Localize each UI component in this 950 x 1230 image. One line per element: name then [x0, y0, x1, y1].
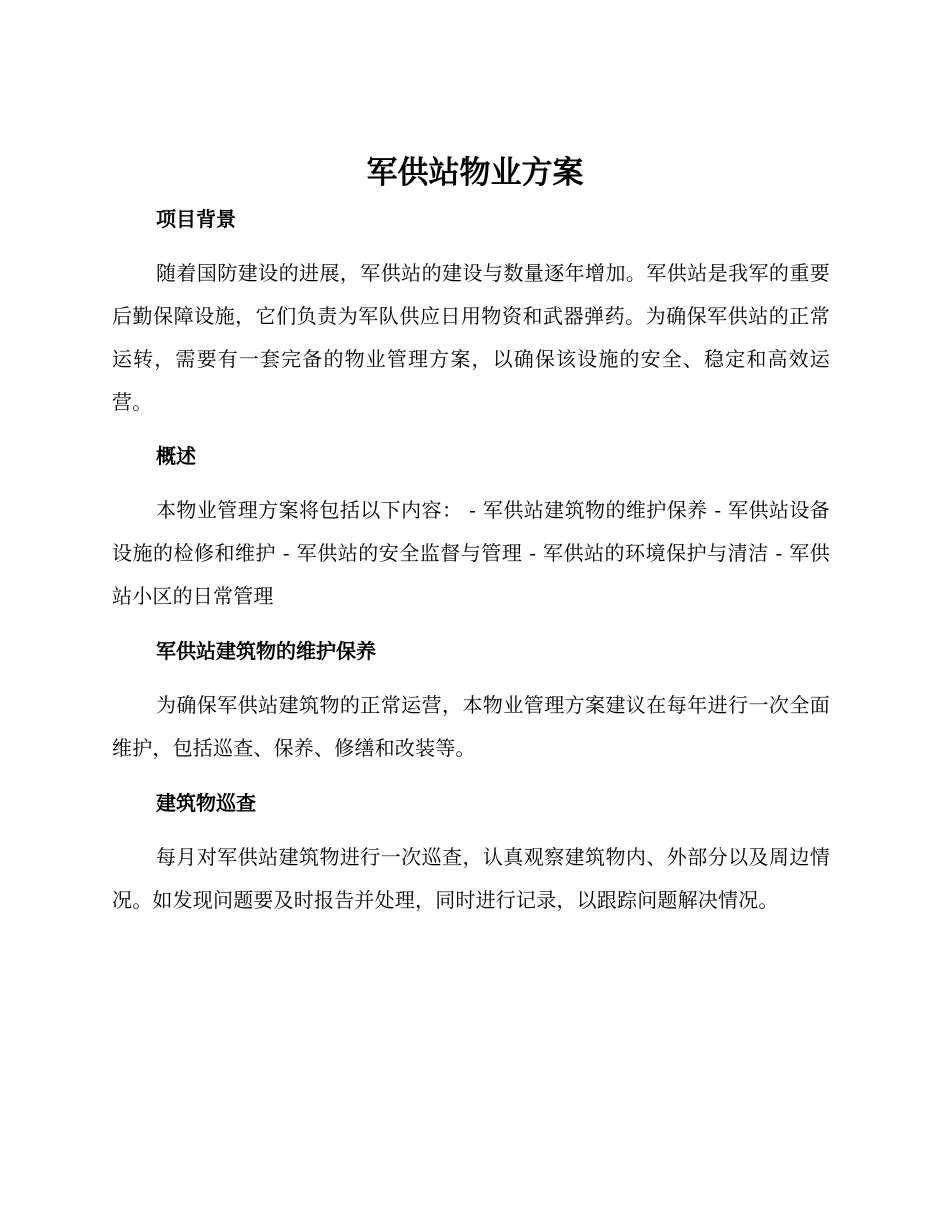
section-heading-background: 项目背景: [156, 207, 236, 231]
section-paragraph-building-maintenance: 为确保军供站建筑物的正常运营，本物业管理方案建议在每年进行一次全面维护，包括巡查、保养、修缮和改装等。: [112, 693, 830, 760]
section-heading-building-maintenance: 军供站建筑物的维护保养: [156, 639, 376, 663]
section-heading-overview: 概述: [156, 444, 196, 468]
section-paragraph-overview: 本物业管理方案将包括以下内容： - 军供站建筑物的维护保养 - 军供站设备设施的检修和维护 - 军供站的安全监督与管理 - 军供站的环境保护与清洁 - 军供站小区的日常管理: [112, 498, 830, 608]
section-heading-building-inspection: 建筑物巡查: [156, 791, 256, 815]
section-paragraph-background: 随着国防建设的进展，军供站的建设与数量逐年增加。军供站是我军的重要后勤保障设施，它们负责为军队供应日用物资和武器弹药。为确保军供站的正常运转，需要有一套完备的物业管理方案，以确保该设施的安全、稳定和高效运营。: [112, 261, 830, 414]
document-title: 军供站物业方案: [366, 155, 584, 191]
section-paragraph-building-inspection: 每月对军供站建筑物进行一次巡查，认真观察建筑物内、外部分以及周边情况。如发现问题要及时报告并处理，同时进行记录，以跟踪问题解决情况。: [112, 845, 830, 912]
